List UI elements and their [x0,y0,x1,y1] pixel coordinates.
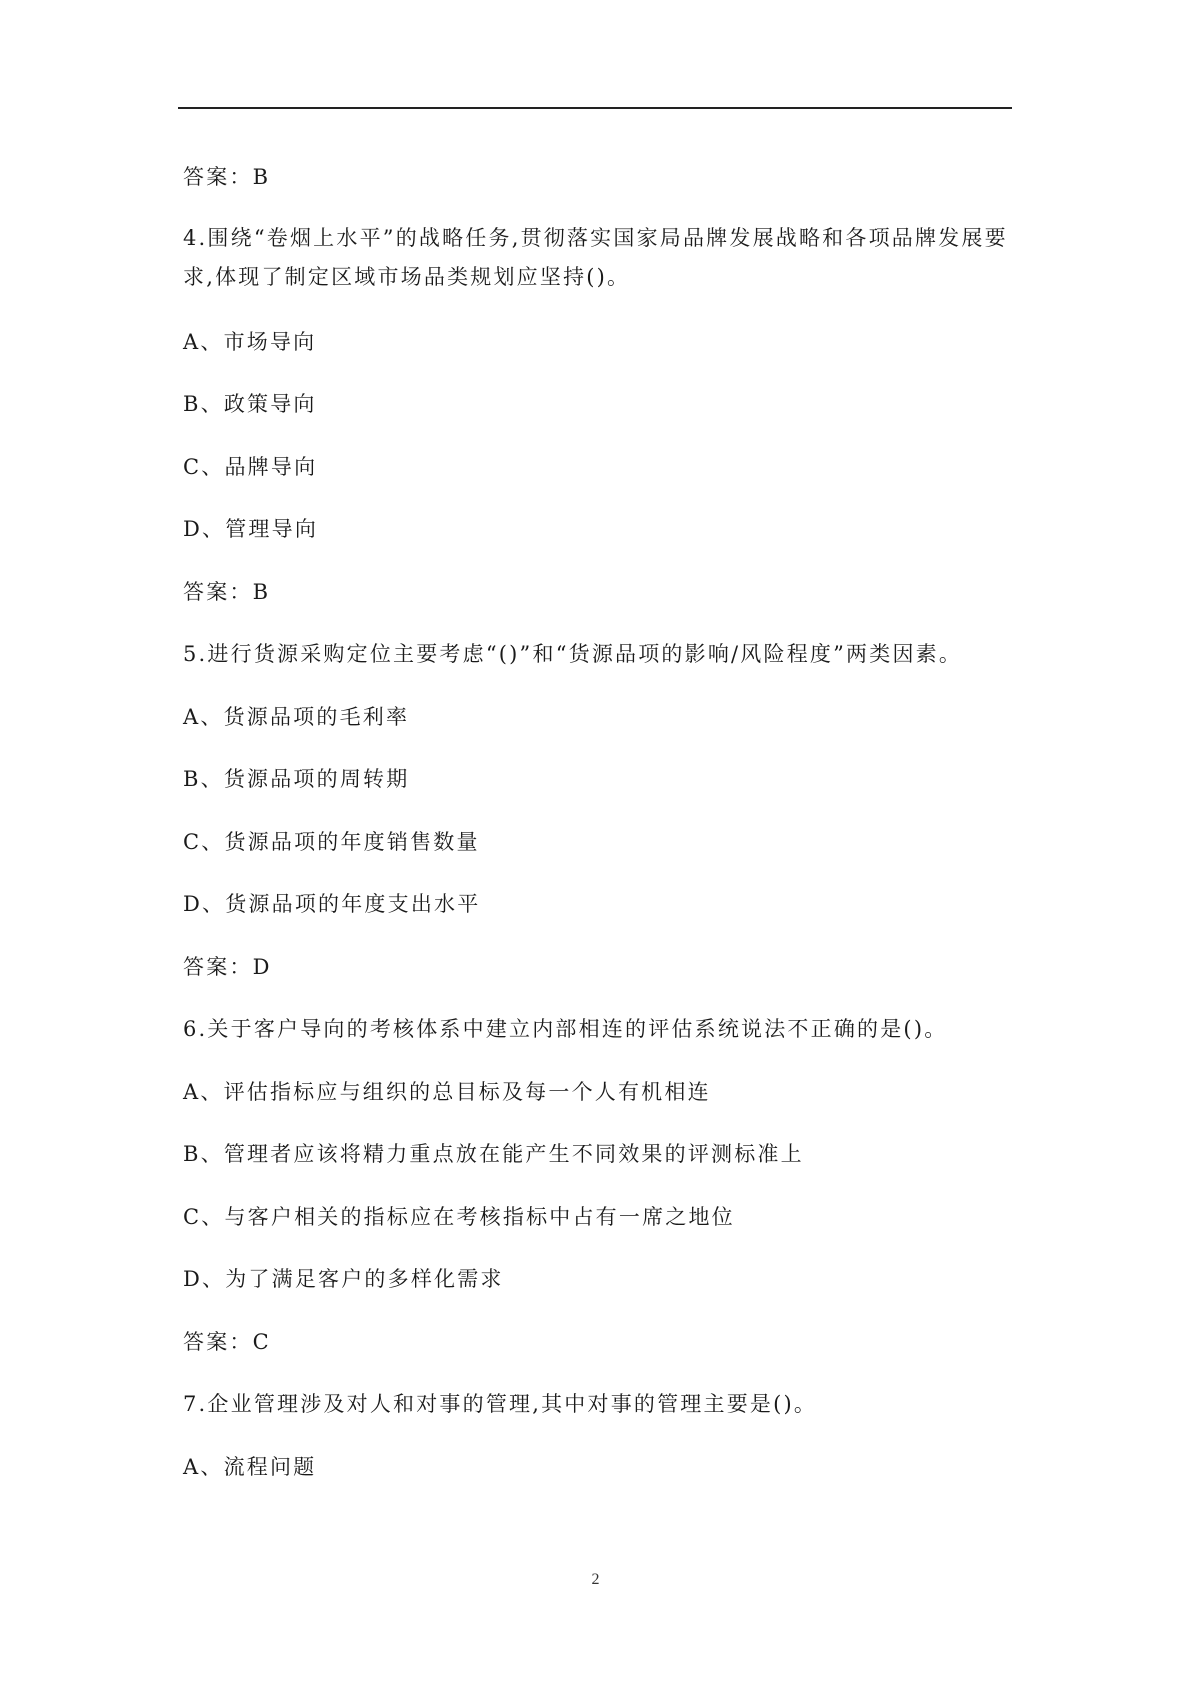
option-line: A、市场导向 [183,329,317,354]
document-body [183,146,1015,1498]
option-line: B、政策导向 [183,392,317,416]
header-rule [178,107,1012,109]
page-number: 2 [591,1571,600,1588]
option-line: A、评估指标应与组织的总目标及每一个人有机相连 [183,1079,711,1104]
option-line: A、流程问题 [183,1454,317,1479]
option-line: C、货源品项的年度销售数量 [183,829,480,854]
question-5: 5.进行货源采购定位主要考虑“()”和“货源品项的影响/风险程度”两类因素。 [183,642,963,666]
option-line: D、管理导向 [183,517,319,541]
answer-line: 答案：D [183,954,272,979]
question-7: 7.企业管理涉及对人和对事的管理,其中对事的管理主要是()。 [183,1392,818,1416]
answer-line: 答案：C [183,1329,271,1354]
answer-line: 答案：B [183,165,271,189]
answer-line: 答案：B [183,579,271,604]
question-6: 6.关于客户导向的考核体系中建立内部相连的评估系统说法不正确的是()。 [183,1017,948,1041]
option-line: C、与客户相关的指标应在考核指标中占有一席之地位 [183,1204,735,1229]
option-line: A、货源品项的毛利率 [183,704,410,729]
option-line: D、货源品项的年度支出水平 [183,892,481,916]
question-4: 4.围绕“卷烟上水平”的战略任务,贯彻落实国家局品牌发展战略和各项品牌发展要求,体现了制定区域市场品类规划应坚持()。 [183,225,1008,289]
option-line: C、品牌导向 [183,454,318,479]
option-line: D、为了满足客户的多样化需求 [183,1267,504,1291]
option-line: B、货源品项的周转期 [183,767,410,791]
option-line: B、管理者应该将精力重点放在能产生不同效果的评测标准上 [183,1142,804,1166]
